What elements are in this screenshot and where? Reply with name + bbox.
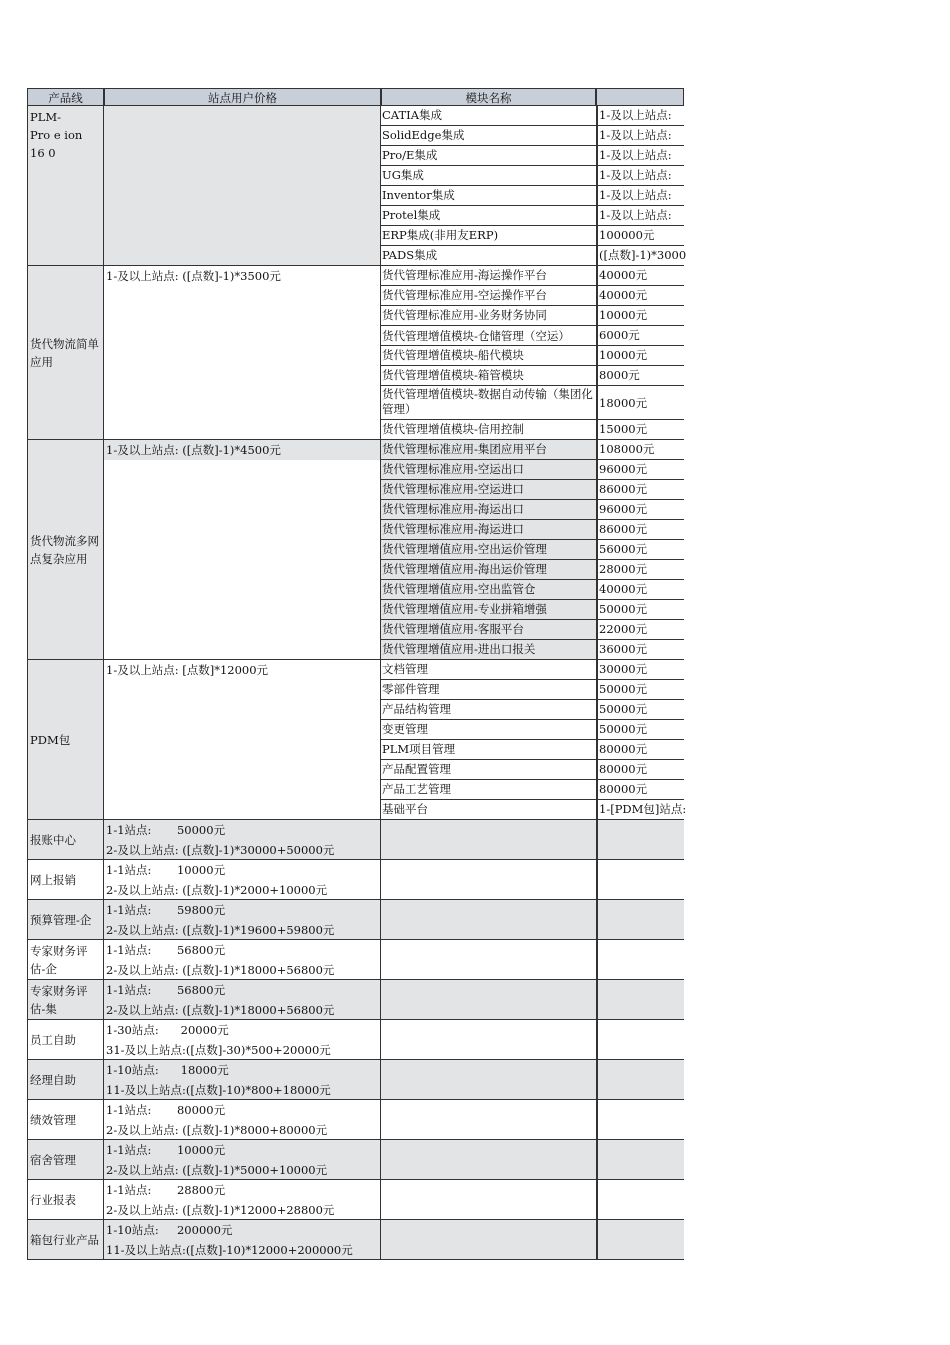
module-name-cell: PADS集成: [381, 246, 596, 266]
product-line-cell: 网上报销: [27, 860, 104, 900]
price-tier-1: 1-1站点: 50000元: [106, 823, 226, 837]
module-name-cell: 货代管理增值模块-箱管模块: [381, 366, 596, 386]
price-tier-2: 2-及以上站点: ([点数]-1)*5000+10000元: [106, 1163, 328, 1177]
module-price-cell: 30000元: [596, 660, 684, 680]
header-price: 站点用户价格: [104, 88, 381, 106]
module-name-cell: Inventor集成: [381, 186, 596, 206]
module-name-cell: 基础平台: [381, 800, 596, 820]
module-price-cell: 80000元: [596, 780, 684, 800]
product-line-cell: 行业报表: [27, 1180, 104, 1220]
module-name-cell: 货代管理增值应用-海出运价管理: [381, 560, 596, 580]
module-price-cell: 28000元: [596, 560, 684, 580]
module-price-cell: 8000元: [596, 366, 684, 386]
price-tier-2: 2-及以上站点: ([点数]-1)*8000+80000元: [106, 1123, 328, 1137]
price-tier-2: 2-及以上站点: ([点数]-1)*18000+56800元: [106, 963, 335, 977]
module-price-cell: [596, 1180, 684, 1220]
module-name-cell: 货代管理增值应用-进出口报关: [381, 640, 596, 660]
product-line-cell: 专家财务评估-集: [27, 980, 104, 1020]
module-name-cell: 产品工艺管理: [381, 780, 596, 800]
module-price-cell: 1-及以上站点:: [596, 186, 684, 206]
price-cell: [104, 1220, 381, 1260]
product-line-cell: 绩效管理: [27, 1100, 104, 1140]
price-cell: [104, 860, 381, 900]
module-price-cell: 40000元: [596, 266, 684, 286]
module-price-cell: 36000元: [596, 640, 684, 660]
module-name-cell: [381, 820, 596, 860]
module-price-cell: 80000元: [596, 740, 684, 760]
product-line-cell: 货代物流多网点复杂应用: [27, 440, 104, 660]
product-line-cell: 经理自助: [27, 1060, 104, 1100]
module-name-cell: 货代管理标准应用-集团应用平台: [381, 440, 596, 460]
product-line-cell: 员工自助: [27, 1020, 104, 1060]
product-line-cell: 专家财务评估-企: [27, 940, 104, 980]
module-name-cell: ERP集成(非用友ERP): [381, 226, 596, 246]
module-name-cell: [381, 860, 596, 900]
module-price-cell: 86000元: [596, 520, 684, 540]
module-price-cell: 56000元: [596, 540, 684, 560]
module-price-cell: 10000元: [596, 346, 684, 366]
price-tier-1: 1-1站点: 10000元: [106, 863, 226, 877]
price-tier-1: 1-10站点: 200000元: [106, 1223, 233, 1237]
module-name-cell: [381, 1180, 596, 1220]
module-name-cell: PLM项目管理: [381, 740, 596, 760]
module-name-cell: 货代管理增值应用-客服平台: [381, 620, 596, 640]
module-name-cell: [381, 900, 596, 940]
module-name-cell: [381, 1220, 596, 1260]
price-tier-1: 1-30站点: 20000元: [106, 1023, 229, 1037]
module-price-cell: 10000元: [596, 306, 684, 326]
header-value: [596, 88, 684, 106]
module-name-cell: UG集成: [381, 166, 596, 186]
price-tier-1: 1-1站点: 56800元: [106, 943, 226, 957]
product-line-cell: 报账中心: [27, 820, 104, 860]
module-name-cell: [381, 1100, 596, 1140]
price-cell: [104, 1180, 381, 1220]
price-cell: [104, 1100, 381, 1140]
module-name-cell: 货代管理标准应用-海运出口: [381, 500, 596, 520]
module-name-cell: CATIA集成: [381, 106, 596, 126]
module-price-cell: 96000元: [596, 460, 684, 480]
module-name-cell: 货代管理增值应用-空出监管仓: [381, 580, 596, 600]
module-name-cell: 货代管理标准应用-空运进口: [381, 480, 596, 500]
price-tier-2: 2-及以上站点: ([点数]-1)*2000+10000元: [106, 883, 328, 897]
price-cell: 1-及以上站点: [点数]*12000元: [104, 660, 381, 820]
module-price-cell: 1-及以上站点:: [596, 126, 684, 146]
price-tier-1: 1-1站点: 80000元: [106, 1103, 226, 1117]
module-name-cell: 货代管理增值模块-信用控制: [381, 420, 596, 440]
price-cell: 1-及以上站点: ([点数]-1)*3500元: [104, 266, 381, 440]
module-name-cell: 产品结构管理: [381, 700, 596, 720]
module-price-cell: [596, 980, 684, 1020]
module-name-cell: [381, 980, 596, 1020]
price-tier-1: 1-1站点: 59800元: [106, 903, 226, 917]
price-cell: [104, 820, 381, 860]
module-price-cell: 1-及以上站点:: [596, 166, 684, 186]
module-name-cell: Pro/E集成: [381, 146, 596, 166]
module-price-cell: [596, 1100, 684, 1140]
module-price-cell: [596, 1060, 684, 1100]
module-price-cell: 50000元: [596, 700, 684, 720]
module-name-cell: SolidEdge集成: [381, 126, 596, 146]
product-line-cell: 货代物流简单应用: [27, 266, 104, 440]
module-name-cell: 货代管理增值模块-数据自动传输（集团化管理）: [381, 386, 596, 420]
module-price-cell: 108000元: [596, 440, 684, 460]
module-name-cell: 货代管理增值模块-仓储管理（空运）: [381, 326, 596, 346]
product-line-cell: 宿舍管理: [27, 1140, 104, 1180]
module-price-cell: 1-及以上站点:: [596, 106, 684, 126]
module-name-cell: 货代管理标准应用-空运出口: [381, 460, 596, 480]
module-name-cell: 产品配置管理: [381, 760, 596, 780]
price-cell: [104, 940, 381, 980]
module-price-cell: 6000元: [596, 326, 684, 346]
module-price-cell: [596, 860, 684, 900]
price-tier-1: 1-1站点: 10000元: [106, 1143, 226, 1157]
price-cell: [104, 1020, 381, 1060]
module-name-cell: [381, 1060, 596, 1100]
module-price-cell: 80000元: [596, 760, 684, 780]
product-line-cell: 预算管理-企: [27, 900, 104, 940]
price-tier-2: 11-及以上站点:([点数]-10)*800+18000元: [106, 1083, 331, 1097]
header-module: 模块名称: [381, 88, 596, 106]
price-cell: 1-及以上站点: ([点数]-1)*4500元: [104, 440, 381, 660]
module-price-cell: 100000元: [596, 226, 684, 246]
module-name-cell: 货代管理增值应用-专业拼箱增强: [381, 600, 596, 620]
price-cell: [104, 900, 381, 940]
price-tier-1: 1-10站点: 18000元: [106, 1063, 229, 1077]
module-price-cell: 96000元: [596, 500, 684, 520]
price-tier-2: 31-及以上站点:([点数]-30)*500+20000元: [106, 1043, 331, 1057]
module-price-cell: [596, 820, 684, 860]
module-price-cell: 22000元: [596, 620, 684, 640]
product-line-cell: 箱包行业产品: [27, 1220, 104, 1260]
module-name-cell: 货代管理增值模块-船代模块: [381, 346, 596, 366]
module-price-cell: [596, 1220, 684, 1260]
header-product-line: 产品线: [27, 88, 104, 106]
module-name-cell: 货代管理标准应用-海运操作平台: [381, 266, 596, 286]
module-price-cell: 86000元: [596, 480, 684, 500]
module-price-cell: [596, 940, 684, 980]
module-price-cell: 50000元: [596, 600, 684, 620]
module-name-cell: [381, 940, 596, 980]
price-tier-2: 2-及以上站点: ([点数]-1)*19600+59800元: [106, 923, 335, 937]
module-price-cell: 15000元: [596, 420, 684, 440]
module-price-cell: 40000元: [596, 286, 684, 306]
price-cell: [104, 106, 381, 266]
product-line-cell: PDM包: [27, 660, 104, 820]
price-tier-2: 2-及以上站点: ([点数]-1)*30000+50000元: [106, 843, 335, 857]
module-name-cell: Protel集成: [381, 206, 596, 226]
price-tier-1: 1-1站点: 28800元: [106, 1183, 226, 1197]
module-name-cell: 货代管理增值应用-空出运价管理: [381, 540, 596, 560]
module-price-cell: [596, 900, 684, 940]
module-price-cell: [596, 1140, 684, 1180]
module-price-cell: 50000元: [596, 720, 684, 740]
module-price-cell: [596, 1020, 684, 1060]
module-price-cell: 1-[PDM包]站点:: [596, 800, 684, 820]
module-price-cell: ([点数]-1)*3000: [596, 246, 684, 266]
module-name-cell: 货代管理标准应用-业务财务协同: [381, 306, 596, 326]
module-name-cell: 零部件管理: [381, 680, 596, 700]
price-cell: [104, 1060, 381, 1100]
price-cell: [104, 980, 381, 1020]
module-price-cell: 50000元: [596, 680, 684, 700]
module-name-cell: [381, 1020, 596, 1060]
price-cell: [104, 1140, 381, 1180]
module-name-cell: [381, 1140, 596, 1180]
price-tier-2: 2-及以上站点: ([点数]-1)*12000+28800元: [106, 1203, 335, 1217]
price-tier-1: 1-1站点: 56800元: [106, 983, 226, 997]
module-name-cell: 货代管理标准应用-海运进口: [381, 520, 596, 540]
module-name-cell: 货代管理标准应用-空运操作平台: [381, 286, 596, 306]
module-price-cell: 1-及以上站点:: [596, 146, 684, 166]
price-tier-2: 2-及以上站点: ([点数]-1)*18000+56800元: [106, 1003, 335, 1017]
product-line-cell: PLM- Pro e ion 16 0: [27, 106, 104, 266]
module-price-cell: 1-及以上站点:: [596, 206, 684, 226]
module-price-cell: 40000元: [596, 580, 684, 600]
module-name-cell: 变更管理: [381, 720, 596, 740]
module-price-cell: 18000元: [596, 386, 684, 420]
module-name-cell: 文档管理: [381, 660, 596, 680]
price-tier-2: 11-及以上站点:([点数]-10)*12000+200000元: [106, 1243, 353, 1257]
